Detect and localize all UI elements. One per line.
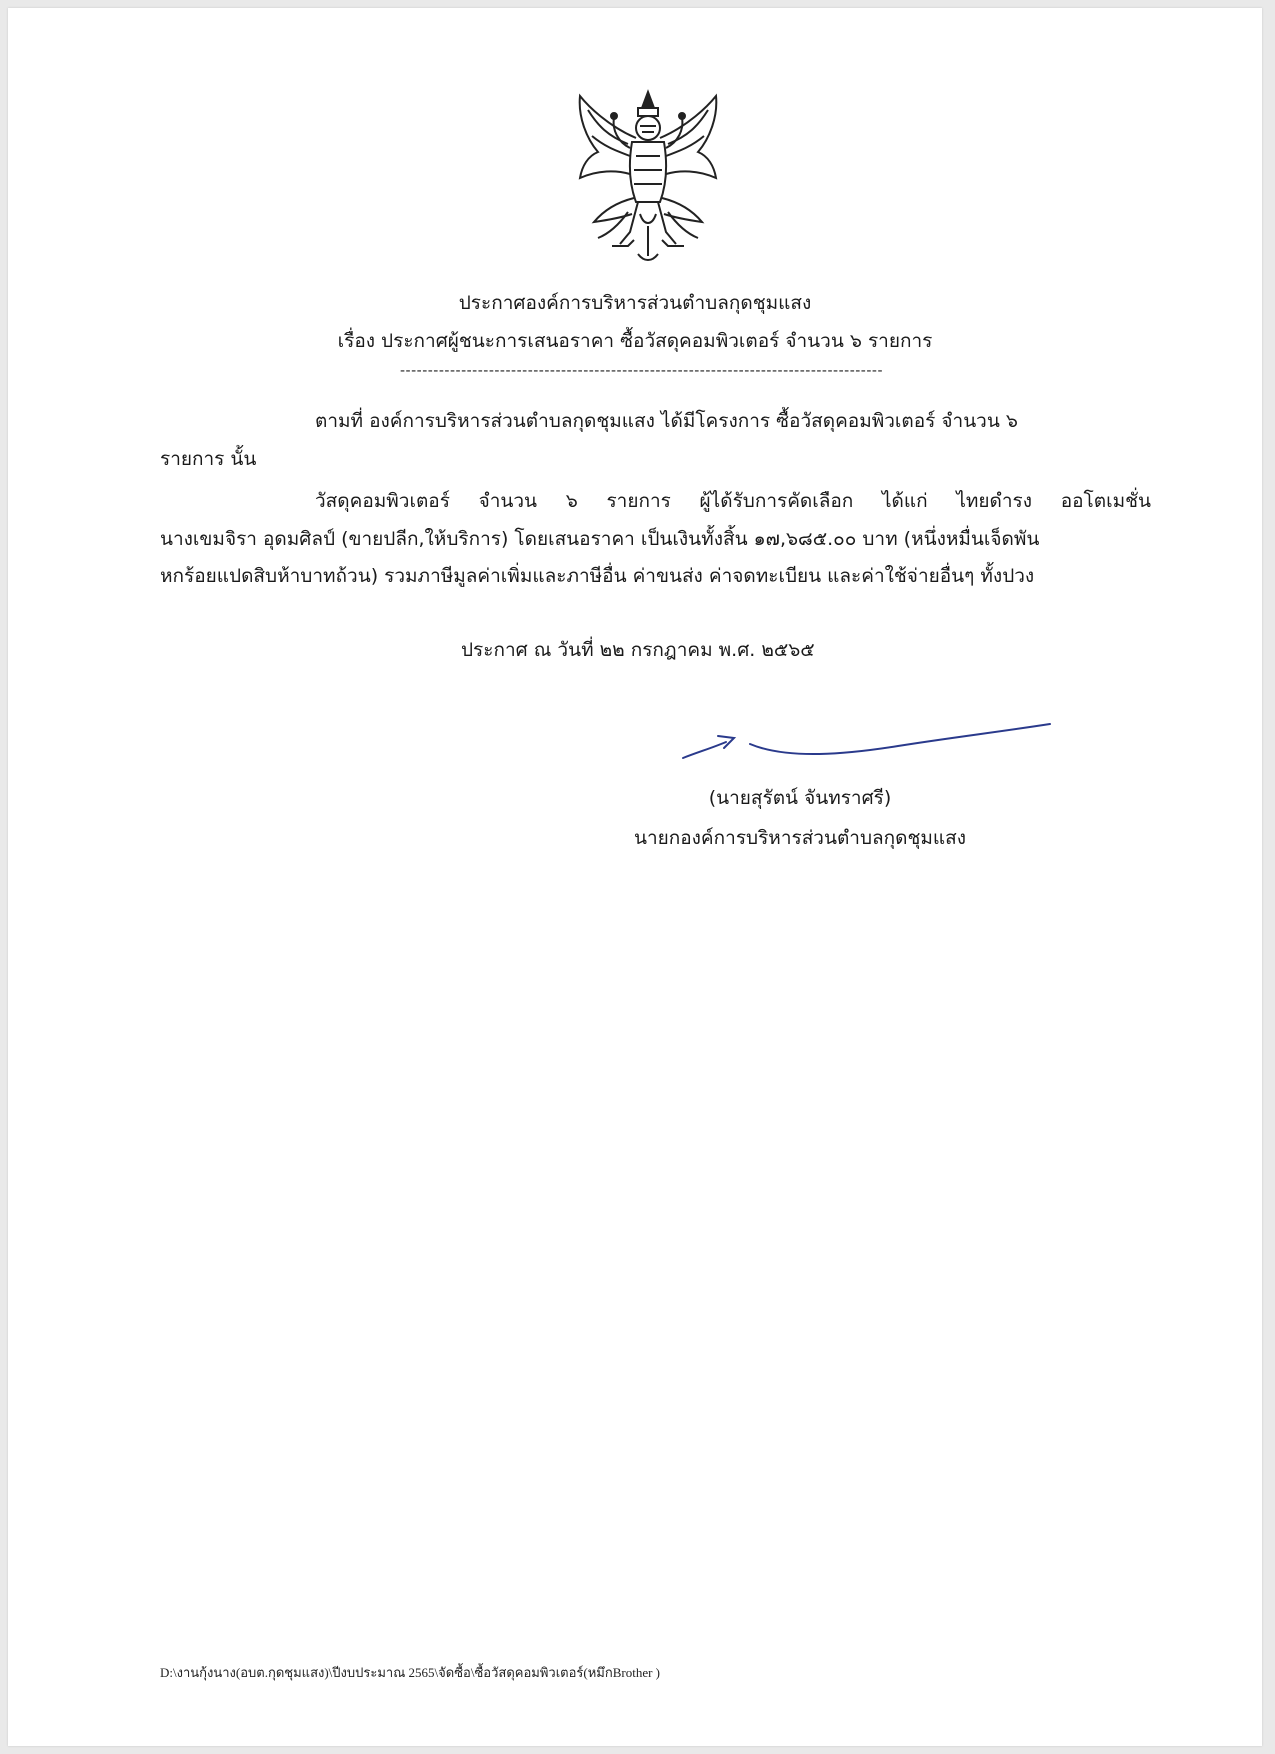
announcement-subject: เรื่อง ประกาศผู้ชนะการเสนอราคา ซื้อวัสดุคอมพิวเตอร์ จำนวน ๖ รายการ xyxy=(337,330,933,352)
paragraph2-line2: นางเขมจิรา อุดมศิลป์ (ขายปลีก,ให้บริการ) โดยเสนอราคา เป็นเงินทั้งสิ้น ๑๗,๖๘๕.๐๐ บาท (หนึ่งหมื่นเจ็ดพัน xyxy=(160,528,1040,550)
signatory-position: นายกองค์การบริหารส่วนตำบลกุดชุมแสง xyxy=(633,827,967,849)
paragraph1-line1: ตามที่ องค์การบริหารส่วนตำบลกุดชุมแสง ได้มีโครงการ ซื้อวัสดุคอมพิวเตอร์ จำนวน ๖ xyxy=(315,410,1018,432)
file-path-footer: D:\งานกุ้งนาง(อบต.กุดชุมแสง)\ปีงบประมาณ 2565\จัดซื้อ\ซื้อวัสดุคอมพิวเตอร์(หมึกBrother ) xyxy=(160,1665,661,1680)
announcement-date: ประกาศ ณ วันที่ ๒๒ กรกฎาคม พ.ศ. ๒๕๖๕ xyxy=(461,639,815,661)
garuda-emblem-icon xyxy=(568,86,728,266)
separator-line: --------------------------------------------------------------------------------------- xyxy=(400,363,884,377)
paragraph2-line3: หกร้อยแปดสิบห้าบาทถ้วน) รวมภาษีมูลค่าเพิ่มและภาษีอื่น ค่าขนส่ง ค่าจดทะเบียน และค่าใช้จ่ายอื่นๆ ทั้งปวง xyxy=(160,565,1035,587)
announcement-title: ประกาศองค์การบริหารส่วนตำบลกุดชุมแสง xyxy=(458,292,812,314)
handwritten-signature xyxy=(678,708,1058,768)
document-page xyxy=(8,8,1262,1746)
paragraph1-line2: รายการ นั้น xyxy=(160,448,257,470)
signatory-name: (นายสุรัตน์ จันทราศรี) xyxy=(708,787,892,809)
paragraph2-line1: วัสดุคอมพิวเตอร์ จำนวน ๖ รายการ ผู้ได้รับการคัดเลือก ได้แก่ ไทยดำรง ออโตเมชั่น xyxy=(315,490,1151,512)
